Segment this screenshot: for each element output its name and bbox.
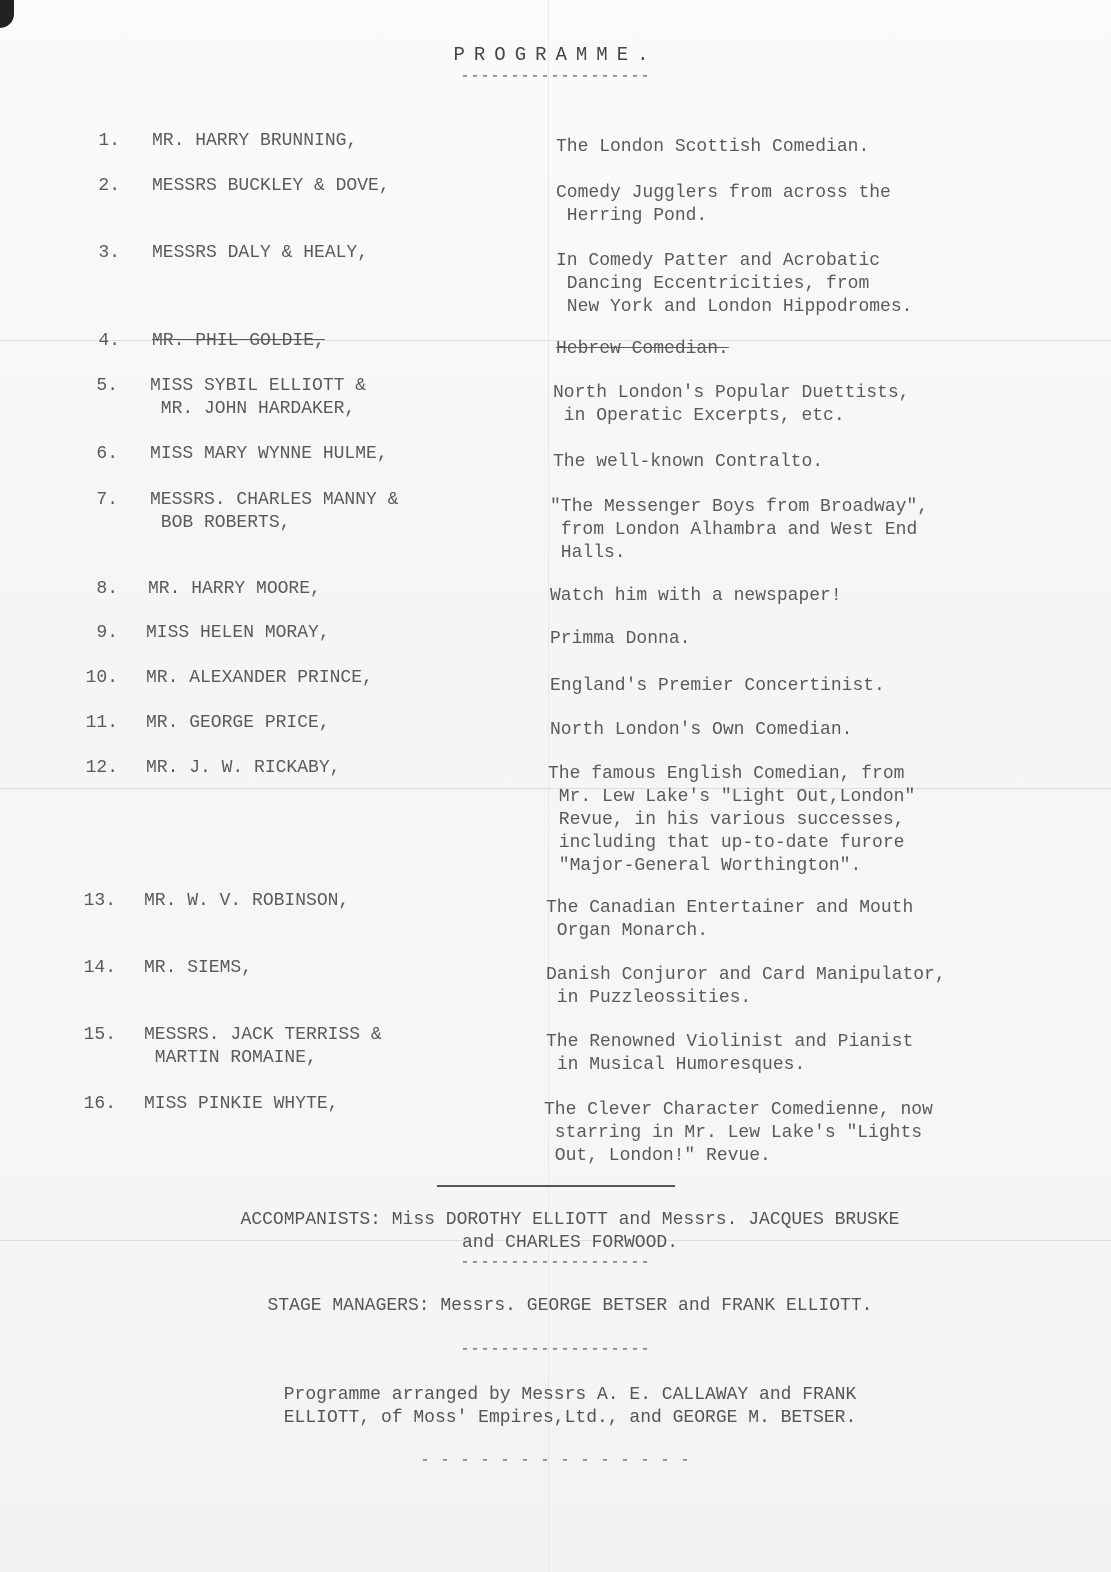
entry-performer: MISS PINKIE WHYTE, [144,1094,339,1114]
entry-number: 3. [98,243,120,263]
entry-number: 16. [83,1094,116,1114]
entry-description: In Comedy Patter and Acrobatic Dancing Eccentricities, from New York and London Hippodromes. [556,251,913,317]
entry-number: 11. [85,713,118,733]
entry-description: England's Premier Concertinist. [550,676,885,696]
entry-description: Comedy Jugglers from across the Herring Pond. [556,183,891,226]
entry-number: 13. [83,891,116,911]
entry-description: The famous English Comedian, from Mr. Lew Lake's "Light Out,London" Revue, in his various successes, including that up-to-date furore "Major-General Worthington". [548,764,916,876]
entry-performer: MESSRS. CHARLES MANNY & BOB ROBERTS, [150,490,399,533]
title-underline: ------------------- [460,68,651,85]
entry-performer: MR. HARRY MOORE, [148,579,321,599]
entry-description: North London's Popular Duettists, in Operatic Excerpts, etc. [553,383,910,426]
entry-performer: MR. ALEXANDER PRINCE, [146,668,373,688]
entry-number: 12. [85,758,118,778]
entry-number: 4. [98,331,120,351]
entry-description: The London Scottish Comedian. [556,137,870,157]
entry-performer: MR. GEORGE PRICE, [146,713,330,733]
entry-description: The Clever Character Comedienne, now starring in Mr. Lew Lake's "Lights Out, London!" Revue. [544,1100,933,1166]
entry-performer: MR. J. W. RICKABY, [146,758,341,778]
entry-description: The Renowned Violinist and Pianist in Musical Humoresques. [546,1032,914,1075]
entry-description: Watch him with a newspaper! [550,586,842,606]
entry-number: 5. [96,376,118,396]
section-rule [437,1185,675,1187]
arranged-by-credit: Programme arranged by Messrs A. E. CALLAWAY and FRANK ELLIOTT, of Moss' Empires,Ltd., and GEORGE M. BETSER. [283,1385,857,1428]
entry-performer: MESSRS BUCKLEY & DOVE, [152,176,390,196]
entry-number: 2. [98,176,120,196]
entry-performer: MISS HELEN MORAY, [146,623,330,643]
page-title: PROGRAMME. [453,44,658,66]
entry-number: 1. [98,131,120,151]
entry-number: 10. [85,668,118,688]
accompanists-credit: ACCOMPANISTS: Miss DOROTHY ELLIOTT and Messrs. JACQUES BRUSKE and CHARLES FORWOOD. [240,1210,900,1253]
entry-number: 8. [96,579,118,599]
entry-description: Primma Donna. [550,629,691,649]
entry-number: 9. [96,623,118,643]
entry-performer: MR. W. V. ROBINSON, [144,891,350,911]
entry-performer: MISS MARY WYNNE HULME, [150,444,388,464]
entry-number: 15. [83,1025,116,1045]
entry-performer: MR. PHIL GOLDIE, [152,331,325,351]
entry-performer: MISS SYBIL ELLIOTT & MR. JOHN HARDAKER, [150,376,367,419]
entry-performer: MESSRS. JACK TERRISS & MARTIN ROMAINE, [144,1025,382,1068]
entry-number: 7. [96,490,118,510]
entry-performer: MESSRS DALY & HEALY, [152,243,369,263]
entry-description: The Canadian Entertainer and Mouth Organ Monarch. [546,898,914,941]
entry-number: 14. [83,958,116,978]
entry-description: "The Messenger Boys from Broadway", from London Alhambra and West End Halls. [550,497,929,563]
entry-description: North London's Own Comedian. [550,720,853,740]
entry-description: The well-known Contralto. [553,452,824,472]
entry-performer: MR. SIEMS, [144,958,253,978]
entry-number: 6. [96,444,118,464]
section-dashes: ------------------- [460,1341,651,1358]
entry-performer: MR. HARRY BRUNNING, [152,131,358,151]
final-dashes: - - - - - - - - - - - - - - [420,1452,691,1469]
entry-description: Hebrew Comedian. [556,339,729,359]
entry-description: Danish Conjuror and Card Manipulator, in Puzzleossities. [546,965,946,1008]
stage-managers-credit: STAGE MANAGERS: Messrs. GEORGE BETSER and FRANK ELLIOTT. [267,1296,873,1316]
section-dashes: ------------------- [460,1254,651,1271]
